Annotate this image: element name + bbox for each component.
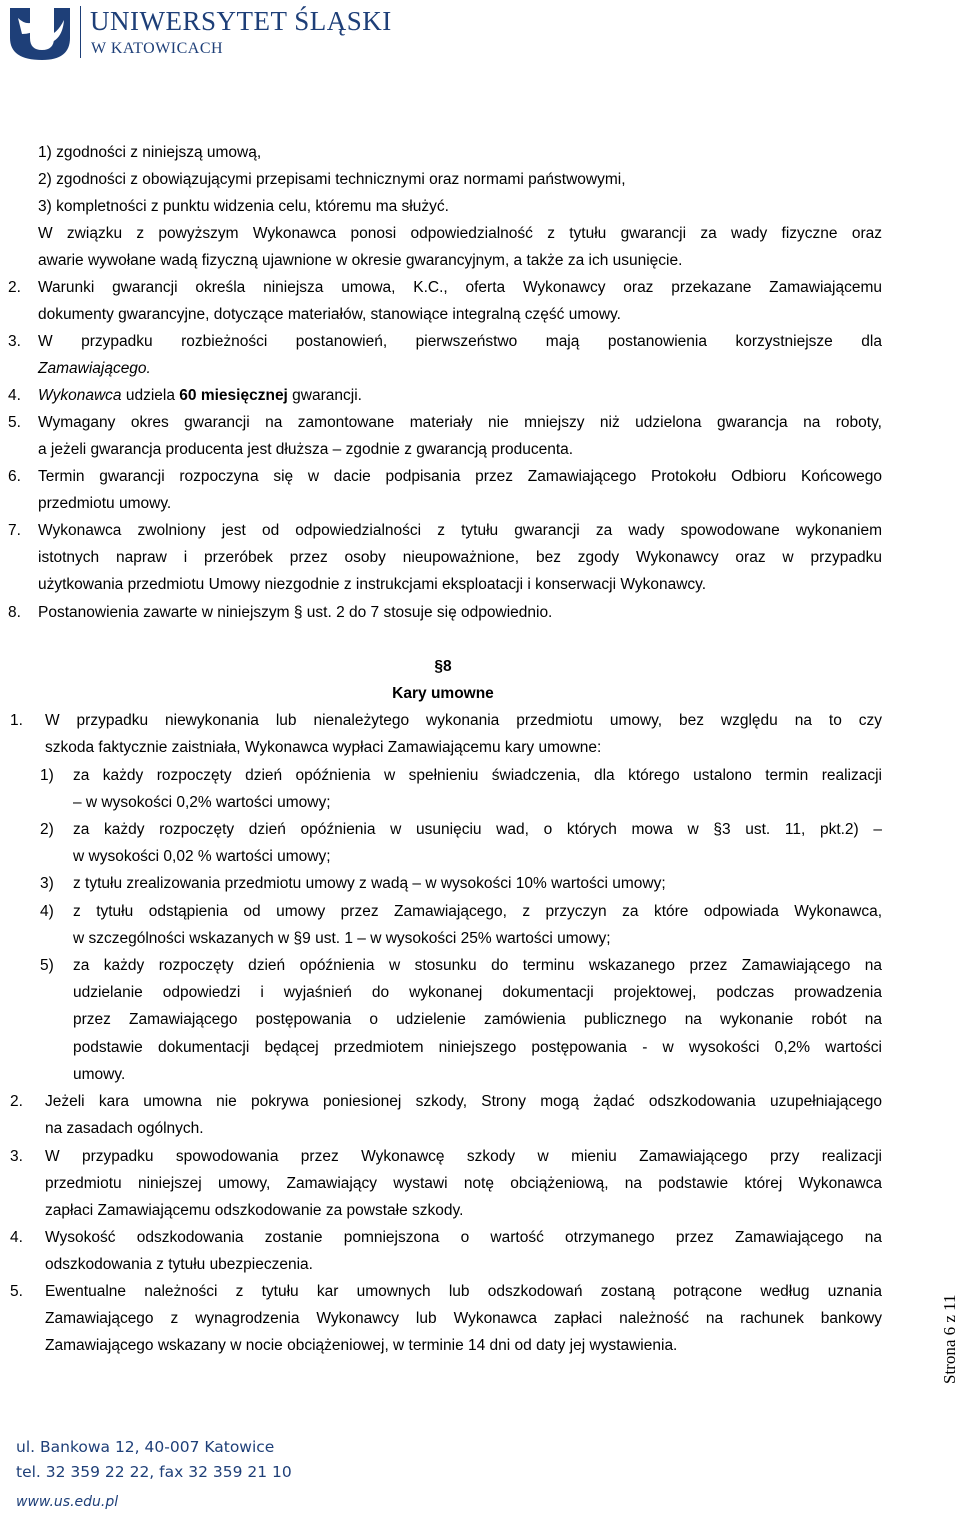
header-divider (80, 6, 81, 58)
point-number: 4. (8, 387, 21, 404)
point-number: 8. (8, 604, 21, 621)
paragraph-line: użytkowania przedmiotu Umowy niezgodnie z instrukcjami eksploatacji i konserwacji Wykonawcy. (38, 576, 707, 593)
paragraph-line: zapłaci Zamawiającemu odszkodowanie za powstałe szkody. (45, 1202, 464, 1219)
point-number: 6. (8, 468, 21, 485)
point-number: 5. (10, 1283, 23, 1300)
point-number: 4. (10, 1229, 23, 1246)
wykonawca-text: Wykonawca (38, 387, 122, 404)
paragraph-line: odszkodowania z tytułu ubezpieczenia. (45, 1256, 313, 1273)
paragraph-line: W przypadku rozbieżności postanowień, pierwszeństwo mają postanowienia korzystniejsze dla (38, 333, 882, 350)
university-city: W KATOWICACH (91, 40, 224, 57)
paragraph-line: Wysokość odszkodowania zostanie pomniejszona o wartość otrzymanego przez Zamawiającego na (45, 1229, 882, 1246)
paragraph-line: Jeżeli kara umowna nie pokrywa poniesionej szkody, Strony mogą żądać odszkodowania uzupełniającego (45, 1093, 882, 1110)
point-number: 3. (10, 1148, 23, 1165)
paragraph-line: W przypadku niewykonania lub nienależytego wykonania przedmiotu umowy, bez względu na to czy (45, 712, 882, 729)
paragraph-line: w szczególności wskazanych w §9 ust. 1 – w wysokości 25% wartości umowy; (73, 930, 611, 947)
paragraph-line: Ewentualne należności z tytułu kar umownych lub odszkodowań zostaną potrącone według uznania (45, 1283, 882, 1300)
footer-website-link[interactable]: www.us.edu.pl (16, 1494, 119, 1510)
paragraph-line: awarie wywołane wadą fizyczną ujawnione w okresie gwarancyjnym, a także za ich usunięcie. (38, 252, 683, 269)
section-symbol: §8 (434, 658, 452, 675)
paragraph-line: szkoda faktycznie zaistniała, Wykonawca wypłaci Zamawiającemu kary umowne: (45, 739, 602, 756)
paragraph-line (38, 386, 362, 406)
paragraph-line: w wysokości 0,02 % wartości umowy; (73, 848, 331, 865)
list-item: 3) kompletności z punktu widzenia celu, któremu ma służyć. (38, 198, 449, 215)
paragraph-line: a jeżeli gwarancja producenta jest dłuższa – zgodnie z gwarancją producenta. (38, 441, 574, 458)
paragraph-line: z tytułu odstąpienia od umowy przez Zamawiającego, z przyczyn za które odpowiada Wykonawca, (73, 903, 882, 920)
header-logo (8, 4, 392, 62)
paragraph-line: Wymagany okres gwarancji na zamontowane materiały nie mniejszy niż udzielona gwarancja na roboty, (38, 414, 882, 431)
university-name: UNIWERSYTET ŚLĄSKI (90, 6, 392, 36)
point-number: 2. (10, 1093, 23, 1110)
paragraph-line: istotnych napraw i przeróbek przez osoby nieupoważnione, bez zgody Wykonawcy oraz w przypadku (38, 549, 882, 566)
warranty-period: 60 miesięcznej (179, 387, 288, 404)
paragraph-line: Zamawiającego. (38, 360, 151, 377)
paragraph-line: dokumenty gwarancyjne, dotyczące materiałów, stanowiące integralną część umowy. (38, 306, 621, 323)
paragraph-line: Wykonawca zwolniony jest od odpowiedzialności z tytułu gwarancji za wady spowodowane wykonaniem (38, 522, 882, 539)
footer-address: ul. Bankowa 12, 40-007 Katowice (16, 1438, 275, 1456)
point-number: 7. (8, 522, 21, 539)
paragraph-line: przedmiotu umowy. (38, 495, 172, 512)
paragraph-line: za każdy rozpoczęty dzień opóźnienia w usunięciu wad, o których mowa w §3 ust. 11, pkt.2) – (73, 821, 882, 838)
point-number: 2. (8, 279, 21, 296)
page-number: Strona 6 z 11 (940, 1294, 959, 1384)
paragraph-line: Warunki gwarancji określa niniejsza umowa, K.C., oferta Wykonawcy oraz przekazane Zamawiającemu (38, 279, 882, 296)
point-number: 3. (8, 333, 21, 350)
paragraph-line: umowy. (73, 1066, 126, 1083)
text: gwarancji. (287, 387, 362, 404)
paragraph-line: za każdy rozpoczęty dzień opóźnienia w stosunku do terminu wskazanego przez Zamawiającego na (73, 957, 882, 974)
paragraph-line: udzielanie odpowiedzi i wyjaśnień do wykonanej dokumentacji projektowej, podczas prowadzenia (73, 984, 882, 1001)
list-item: 2) zgodności z obowiązującymi przepisami technicznymi oraz normami państwowymi, (38, 171, 626, 188)
sub-point-number: 2) (40, 821, 54, 838)
paragraph-line: Zamawiającego z wynagrodzenia Wykonawcy lub Wykonawca zapłaci należność na rachunek bankowy (45, 1310, 882, 1327)
paragraph-line: – w wysokości 0,2% wartości umowy; (73, 794, 331, 811)
paragraph-line: W związku z powyższym Wykonawca ponosi odpowiedzialność z tytułu gwarancji za wady fizyczne oraz (38, 225, 882, 242)
paragraph-line: Termin gwarancji rozpoczyna się w dacie podpisania przez Zamawiającego Protokołu Odbioru Końcowego (38, 468, 882, 485)
paragraph-line: podstawie dokumentacji będącej przedmiotem niniejszego postępowania - w wysokości 0,2% wartości (73, 1039, 882, 1056)
sub-point-number: 1) (40, 767, 54, 784)
paragraph-line: Zamawiającego wskazany w nocie obciążeniowej, w terminie 14 dni od daty jej wystawienia. (45, 1337, 678, 1354)
paragraph-line: przez Zamawiającego postępowania o udzielenie zamówienia publicznego na wykonanie robót na (73, 1011, 882, 1028)
university-logo-icon (8, 4, 72, 60)
paragraph-line: na zasadach ogólnych. (45, 1120, 204, 1137)
paragraph-line: Postanowienia zawarte w niniejszym § ust. 2 do 7 stosuje się odpowiednio. (38, 604, 553, 621)
text: udziela (121, 387, 180, 404)
sub-point-number: 5) (40, 957, 54, 974)
list-item: 1) zgodności z niniejszą umową, (38, 144, 262, 161)
sub-point-number: 4) (40, 903, 54, 920)
point-number: 5. (8, 414, 21, 431)
paragraph-line: z tytułu zrealizowania przedmiotu umowy z wadą – w wysokości 10% wartości umowy; (73, 875, 666, 892)
point-number: 1. (10, 712, 23, 729)
footer-phone: tel. 32 359 22 22, fax 32 359 21 10 (16, 1463, 292, 1481)
paragraph-line: W przypadku spowodowania przez Wykonawcę szkody w mieniu Zamawiającego przy realizacji (45, 1148, 882, 1165)
sub-point-number: 3) (40, 875, 54, 892)
paragraph-line: przedmiotu niniejszej umowy, Zamawiający wystawi notę obciążeniową, na podstawie której Wykonawca (45, 1175, 882, 1192)
paragraph-line: za każdy rozpoczęty dzień opóźnienia w spełnieniu świadczenia, dla którego ustalono termin realizacji (73, 767, 882, 784)
section-title: Kary umowne (392, 685, 494, 702)
